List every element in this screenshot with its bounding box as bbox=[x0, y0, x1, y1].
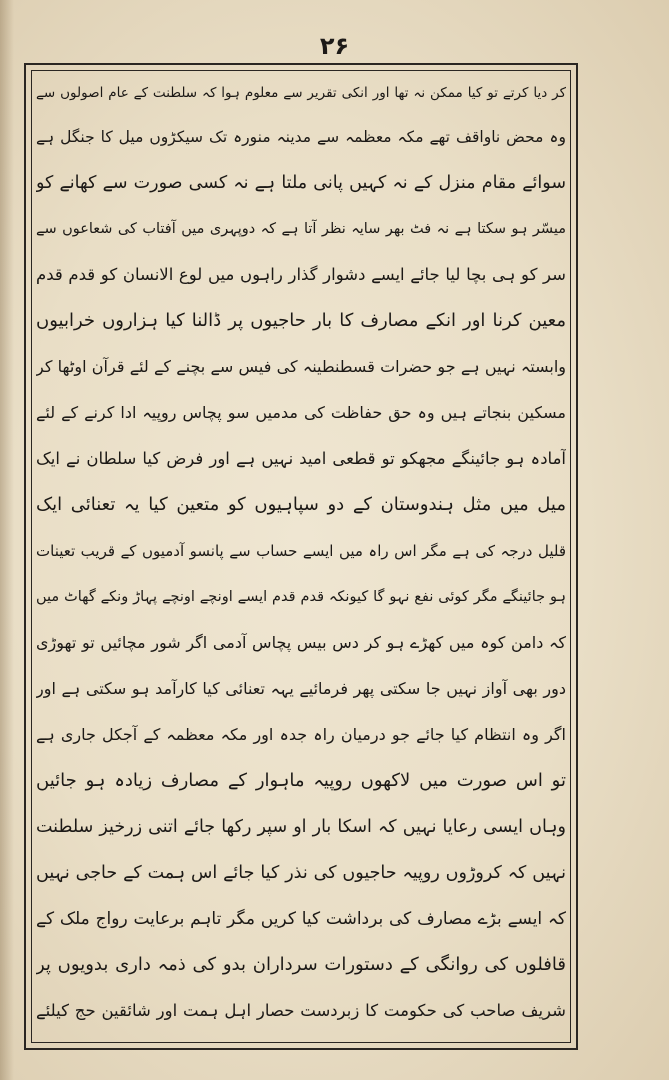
text-line: وابستہ نہیں ہے جو حضرات قسطنطینہ کی فیس سے بچنے کے لئے قرآن اوٹھا کر bbox=[36, 357, 566, 376]
text-line: تو اس صورت میں لاکھوں روپیہ ماہوار کے مصارف زیادہ ہو جائیں bbox=[36, 770, 566, 791]
text-line: آمادہ ہو جائینگے مجھکو تو قطعی امید نہیں ہے اور فرض کیا سلطان نے ایک bbox=[36, 449, 566, 468]
text-line: وہ محض ناواقف تھے مکہ معظمہ سے مدینہ منورہ تک سیکڑوں میل کا جنگل ہے bbox=[36, 128, 566, 146]
text-line: سر کو ہی بچا لیا جائے ایسے دشوار گذار راہوں میں لوع الانسان کو قدم قدم bbox=[36, 265, 566, 284]
text-line: سوائے مقام منزل کے نہ کہیں پانی ملتا ہے نہ کسی صورت سے کھانے کو bbox=[36, 173, 566, 193]
page-number: ۲۶ bbox=[319, 32, 350, 60]
text-line: کر دیا کرتے تو کیا ممکن نہ تھا اور انکی تقریر سے معلوم ہوا کہ سلطنت کے عام اصولوں سے bbox=[36, 85, 566, 101]
text-line: اگر وہ انتظام کیا جائے جو درمیان راہ جدہ اور مکہ معظمہ کے آجکل جاری ہے bbox=[36, 725, 566, 744]
text-line: کہ دامن کوہ میں کھڑے ہو کر دس بیس پچاس آدمی اگر شور مچائیں تو تھوڑی bbox=[36, 633, 566, 652]
text-line: قافلوں کی روانگی کے دستورات سرداران بدو کی ذمہ داری بدویوں پر bbox=[36, 954, 566, 975]
text-line: معین کرنا اور انکے مصارف کا بار حاجیوں پر ڈالنا کیا ہزاروں خرابیوں bbox=[36, 310, 566, 331]
text-line: وہاں ایسی رعایا نہیں کہ اسکا بار او سپر رکھا جائے اتنی زرخیز سلطنت bbox=[36, 817, 566, 837]
text-line: ہو جائینگے مگر کوئی نفع نہو گا کیونکہ قدم قدم ایسے اونچے اونچے پہاڑ ونکے گھاٹ میں bbox=[36, 589, 566, 605]
binding-shadow bbox=[0, 0, 14, 1080]
text-line: شریف صاحب کی حکومت کا زبردست حصار اہل ہمت اور شائقین حج کیلئے bbox=[36, 1001, 566, 1020]
text-line: قلیل درجہ کی ہے مگر اس راہ میں ایسے حساب سے پانسو آدمیوں کے قریب تعینات bbox=[36, 542, 566, 560]
text-line: کہ ایسے بڑے مصارف کی برداشت کیا کریں مگر تاہم برعایت رواج ملک کے bbox=[36, 909, 566, 929]
text-line: دور بھی آواز نہیں جا سکتی پھر فرمائیے یہہ تعنائی کیا کارآمد ہو سکتی ہے اور bbox=[36, 679, 566, 698]
text-line: مسکین بنجاتے ہیں وہ حق حفاظت کی مدمیں سو پچاس روپیہ ادا کرنے کے لئے bbox=[36, 403, 566, 422]
text-line: نہیں کہ کروڑوں روپیہ حاجیوں کی نذر کیا جائے اس ہمت کے حاجی نہیں bbox=[36, 863, 566, 883]
text-line: میل میں مثل ہندوستان کے دو سپاہیوں کو متعین کیا یہ تعنائی ایک bbox=[36, 494, 566, 515]
urdu-text-block bbox=[36, 76, 566, 1036]
text-line: میسّر ہو سکتا ہے نہ فٹ بھر سایہ نظر آتا ہے کہ دوپہری میں آفتاب کی شعاعوں سے bbox=[36, 221, 566, 237]
